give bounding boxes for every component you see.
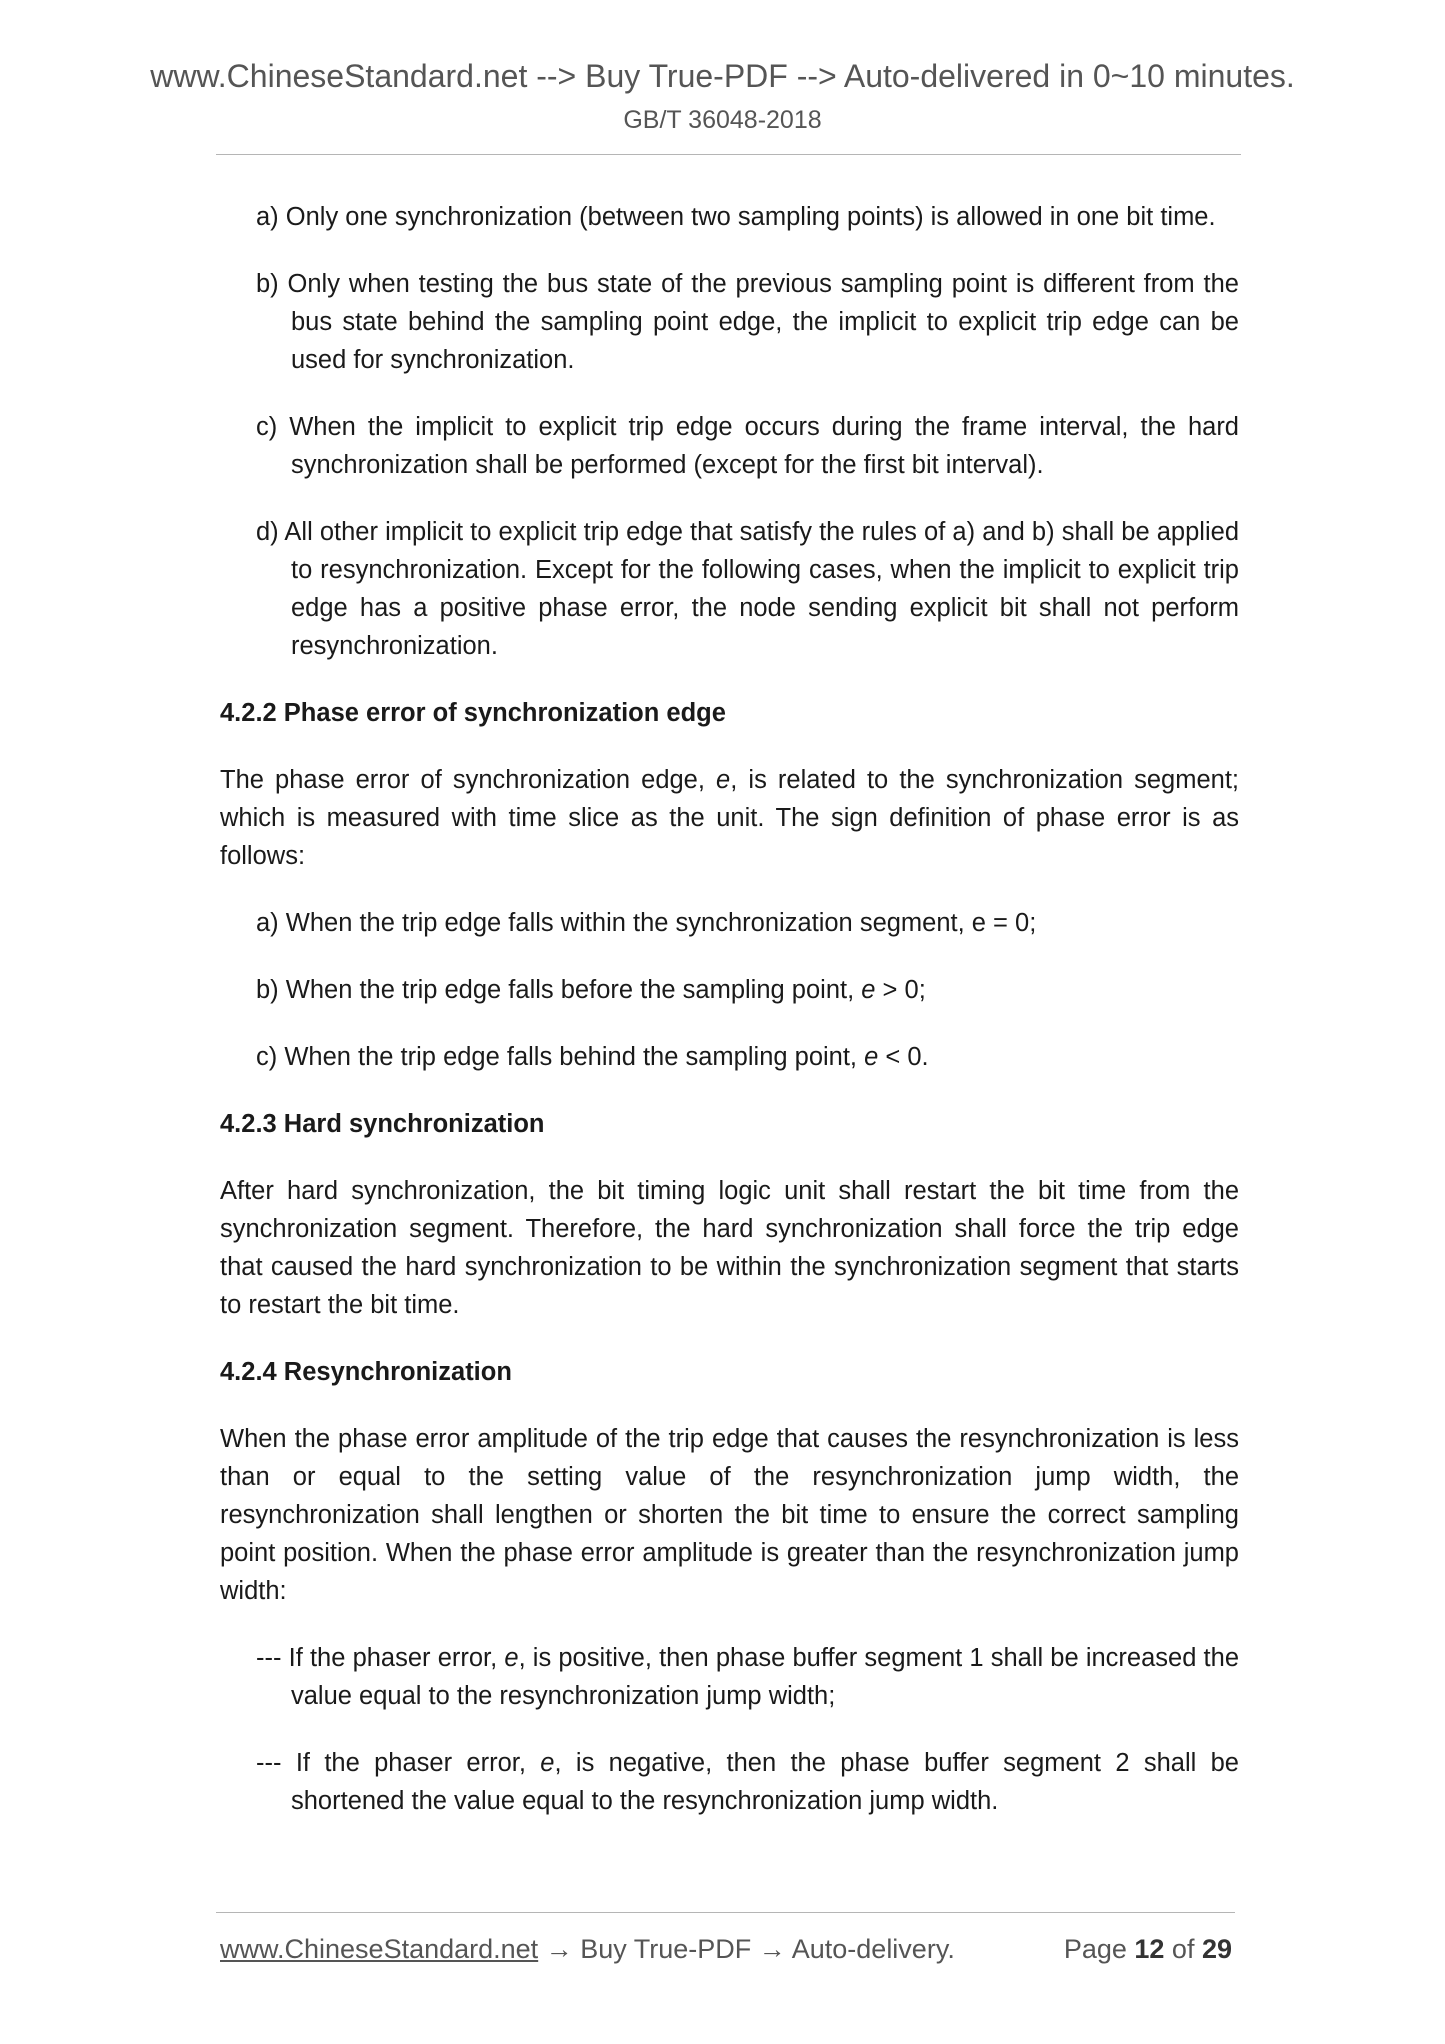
dash-item-negative [256,1744,1239,1820]
text-segment: < 0. [878,1043,929,1071]
variable-e: e [861,976,876,1004]
section-heading-4-2-3: 4.2.3 Hard synchronization [220,1110,545,1138]
variable-e: e [504,1644,519,1672]
section-paragraph-4-2-3: After hard synchronization, the bit timing logic unit shall restart the bit time from the synchronization segment. Therefore, the hard synchronization shall force the trip edge that caused the hard synchronization to be within the synchronization segment that starts to restart the bit time. [220,1177,1239,1319]
text-segment: , is related to the synchronization segment; which is measured with time slice as the unit. The sign definition of phase error is as follows: [220,766,1240,870]
dash-item-positive [256,1639,1239,1715]
footer-tagline: → Buy True-PDF → Auto-delivery. [538,1934,955,1964]
variable-e: e [716,766,731,794]
text-segment: , is positive, then phase buffer segment 1 shall be increased the value equal to the resynchronization jump width; [291,1644,1239,1710]
of-label: of [1164,1934,1202,1964]
header-banner: www.ChineseStandard.net --> Buy True-PDF --> Auto-delivered in 0~10 minutes. [150,58,1295,94]
text-segment: --- If the phaser error, [256,1749,541,1777]
footer-divider [216,1912,1235,1913]
list-item-b: b) Only when testing the bus state of the previous sampling point is different from the bus state behind the sampling point edge, the implicit to explicit trip edge can be used for synchronization. [256,270,1239,374]
text-segment: > 0; [875,976,926,1004]
variable-e: e [864,1043,879,1071]
section-heading-4-2-2: 4.2.2 Phase error of synchronization edge [220,699,726,727]
page-indicator [1064,1934,1232,1965]
text-segment: --- If the phaser error, [256,1644,505,1672]
footer-website-link[interactable]: www.ChineseStandard.net [220,1934,539,1964]
list-item-a: a) Only one synchronization (between two sampling points) is allowed in one bit time. [256,203,1216,231]
page-label: Page [1063,1934,1135,1964]
footer-left [220,1934,955,1965]
page-content [220,198,1239,1849]
page-number: 12 [1134,1934,1165,1964]
list-item-d: d) All other implicit to explicit trip edge that satisfy the rules of a) and b) shall be applied to resynchronization. Except for the following cases, when the implicit to explicit trip edge has a positive phase error, the node sending explicit bit shall not perform resynchronization. [256,518,1239,660]
text-segment: The phase error of synchronization edge, [220,766,717,794]
variable-e: e [540,1749,555,1777]
section-paragraph-4-2-2 [220,761,1239,875]
text-segment: c) When the trip edge falls behind the sampling point, [256,1043,865,1071]
phase-rule-b [256,971,1239,1009]
text-segment: , is negative, then the phase buffer segment 2 shall be shortened the value equal to the resynchronization jump width. [291,1749,1239,1815]
phase-rule-a: a) When the trip edge falls within the synchronization segment, e = 0; [256,909,1037,937]
phase-rule-c [256,1038,1239,1076]
section-heading-4-2-4: 4.2.4 Resynchronization [220,1358,512,1386]
list-item-c: c) When the implicit to explicit trip edge occurs during the frame interval, the hard synchronization shall be performed (except for the first bit interval). [256,413,1239,479]
header-divider [216,154,1241,155]
document-code: GB/T 36048-2018 [623,106,822,134]
section-paragraph-4-2-4: When the phase error amplitude of the trip edge that causes the resynchronization is less than or equal to the setting value of the resynchronization jump width, the resynchronization shall lengthen or shorten the bit time to ensure the correct sampling point position. When the phase error amplitude is greater than the resynchronization jump width: [220,1425,1239,1605]
total-pages: 29 [1201,1934,1232,1964]
text-segment: b) When the trip edge falls before the sampling point, [256,976,862,1004]
